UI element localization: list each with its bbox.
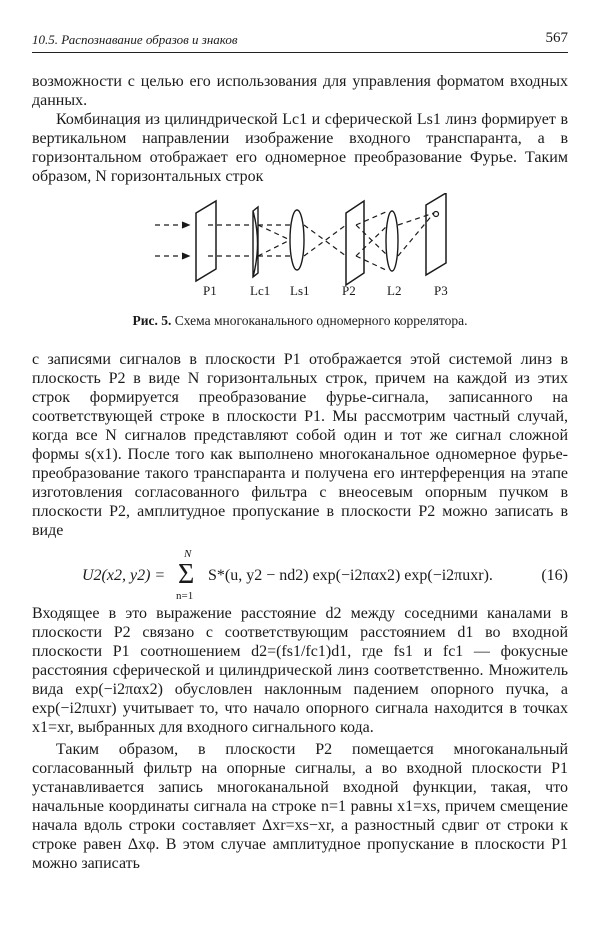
paragraph-1: возможности с целью его использования для управления форматом входных данных. — [32, 73, 568, 109]
sum-symbol: Σ — [178, 559, 195, 590]
lens-l2 — [386, 211, 398, 271]
label-l2: L2 — [387, 283, 402, 298]
figure-caption — [32, 313, 568, 329]
label-p2: P2 — [342, 283, 356, 298]
plane-p3 — [426, 193, 446, 275]
label-p3: P3 — [434, 283, 448, 298]
label-lc1: Lc1 — [250, 283, 271, 298]
page-number: 567 — [545, 30, 568, 46]
paragraph-3: с записями сигналов в плоскости P1 отображается этой системой линз в плоскость P2 в виде N горизонтальных строк, причем на каждой из этих строк формируется преобразование фурье-сигнала, записанного на соответствующей строке в плоскости P1. Мы рассмотрим частный случай, когда все N сигналов представляют собой один и тот же сигнал сложной формы s(x1). После того как выполнено многоканальное одномерное фурье-преобразование такого транспаранта и получена его интерференция на этапе изготовления согласованного фильтра с внеосевым опорным пучком в плоскости P2, амплитудное пропускание в плоскости P2 можно записать в виде — [32, 351, 568, 539]
label-ls1: Ls1 — [290, 283, 310, 298]
sum-lower-limit: n=1 — [176, 590, 194, 602]
equation-number: (16) — [541, 567, 568, 584]
caption-lead: Рис. 5. — [132, 313, 172, 328]
arrow-head-upper — [182, 222, 189, 228]
caption-text: Схема многоканального одномерного коррелятора. — [174, 313, 468, 328]
equation-lhs: U2(x2, y2) = — [82, 567, 166, 584]
plane-p2 — [346, 201, 364, 285]
sum-upper-limit: N — [184, 548, 192, 560]
paragraph-2: Комбинация из цилиндрической Lc1 и сферической Ls1 линз формирует в вертикальном направлении изображение входного транспаранта, а в горизонтальном отображает его одномерное преобразование Фурье. Таким образом, N горизонтальных строк — [32, 111, 568, 185]
lens-ls1 — [290, 210, 304, 270]
paragraph-5: Таким образом, в плоскости P2 помещается многоканальный согласованный фильтр на опорные сигналы, а во входной плоскости P1 устанавливается запись многоканальной входной функции, такая, что начальные координаты сигнала на строке n=1 равны x1=xs, причем смещение начала вдоль строки составляет Δxr=xs−xr, а разностный сдвиг от строки к строке равен Δxφ. В этом случае амплитудное пропускание в плоскости P1 можно записать — [32, 741, 568, 872]
label-p1: P1 — [203, 283, 217, 298]
arrow-head-lower — [182, 253, 189, 259]
paragraph-4: Входящее в это выражение расстояние d2 между соседними каналами в плоскости P2 связано с соответствующим расстоянием d1 во входной плоскости P1 соотношением d2=(fs1/fc1)d1, где fs1 и fc1 — фокусные расстояния сферической и цилиндрической линз соответственно. Множитель вида exp(−i2παx2) обусловлен наклонным падением опорного пучка, а exp(−i2πuxr) учитывает то, что начало опорного сигнала находится в точках x1=xr, выбранных для входного сигнального кода. — [32, 605, 568, 736]
equation-16 — [32, 548, 568, 608]
chapter-title: 10.5. Распознавание образов и знаков — [32, 32, 238, 47]
lens-lc1 — [253, 207, 258, 277]
plane-p1 — [196, 201, 216, 281]
equation-rhs: S*(u, y2 − nd2) exp(−i2παx2) exp(−i2πuxr). — [208, 567, 493, 584]
correlation-spot — [434, 212, 439, 217]
running-header — [32, 30, 568, 53]
